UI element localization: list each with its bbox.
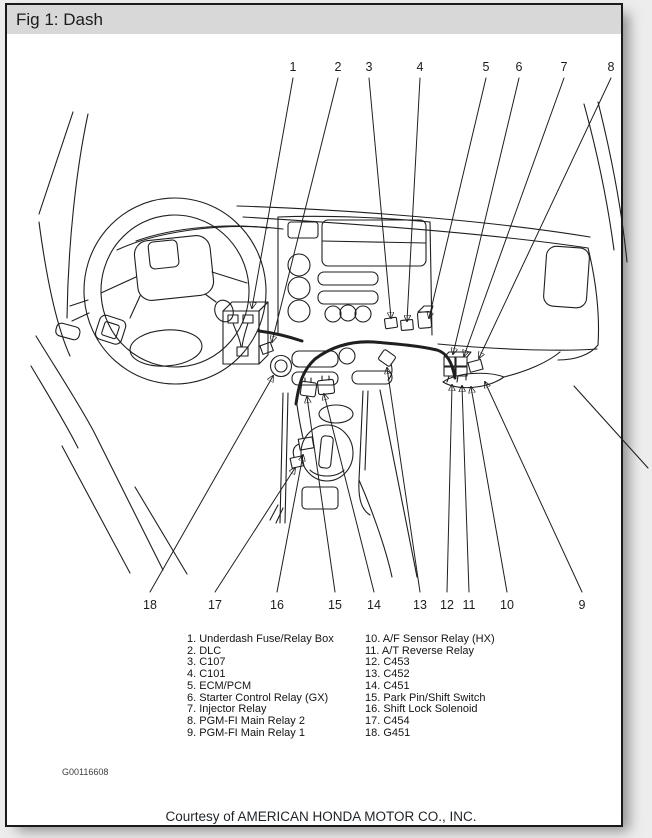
figure-title: Fig 1: Dash (16, 10, 103, 29)
legend-item: 10. A/F Sensor Relay (HX) (365, 633, 495, 645)
shift-lever (318, 435, 333, 468)
c452-connector (378, 349, 396, 380)
legend-item: 6. Starter Control Relay (GX) (187, 691, 329, 704)
callout-number: 11 (462, 598, 476, 612)
callout-number: 8 (607, 60, 615, 74)
legend-item: 4. C101 (187, 668, 226, 681)
glove-box (543, 246, 590, 309)
dash-edge-connectors (384, 306, 433, 331)
callout-number: 12 (440, 598, 454, 612)
left-a-pillar (31, 112, 187, 574)
legend-item: 11. A/T Reverse Relay (365, 644, 475, 657)
legend-item: 16. Shift Lock Solenoid (365, 703, 478, 716)
legend-item: 7. Injector Relay (187, 703, 267, 716)
legend-item: 3. C107 (187, 656, 226, 669)
dlc-connector (260, 342, 273, 354)
callout-number: 13 (413, 598, 427, 612)
legend-item: 2. DLC (187, 644, 222, 657)
legend-item: 14. C451 (365, 679, 410, 692)
c107-connector (384, 317, 397, 329)
callout-number: 16 (270, 598, 284, 612)
callout-numbers-bottom (143, 598, 585, 612)
callout-lines-bottom (150, 368, 582, 592)
callout-number: 9 (578, 598, 586, 612)
park-pin-switch-connector (300, 378, 317, 397)
callout-number: 15 (328, 598, 342, 612)
callout-numbers-top (290, 60, 615, 74)
steering-wheel (70, 192, 283, 390)
legend-item: 5. ECM/PCM (187, 679, 252, 692)
legend-item: 13. C452 (365, 668, 410, 681)
legend-item: 9. PGM-FI Main Relay 1 (187, 726, 305, 739)
relay-cluster (444, 352, 483, 382)
pgm-fi-main-relay-1 (468, 359, 483, 372)
callout-number: 6 (515, 60, 523, 74)
figure-id: G00116608 (62, 767, 109, 777)
callout-number: 5 (482, 60, 490, 74)
legend-item: 15. Park Pin/Shift Switch (365, 691, 486, 704)
center-console (270, 391, 392, 577)
legend-item: 18. G451 (365, 726, 411, 739)
callout-number: 3 (365, 60, 373, 74)
legend-item: 12. C453 (365, 656, 410, 669)
callout-number: 7 (560, 60, 568, 74)
legend-item: 17. C454 (365, 714, 410, 727)
callout-number: 4 (416, 60, 424, 74)
underdash-fuse-relay-box (223, 302, 302, 364)
g451-ground-ring (271, 356, 292, 377)
callout-number: 18 (143, 598, 157, 612)
callout-number: 17 (208, 598, 222, 612)
callout-number: 2 (334, 60, 342, 74)
legend-item: 1. Underdash Fuse/Relay Box (187, 633, 334, 645)
callout-number: 14 (367, 598, 381, 612)
center-stack (278, 216, 432, 385)
courtesy-line: Courtesy of AMERICAN HONDA MOTOR CO., INC. (165, 809, 477, 824)
callout-number: 1 (289, 60, 297, 74)
legend-item: 8. PGM-FI Main Relay 2 (187, 714, 305, 727)
callout-number: 10 (500, 598, 514, 612)
